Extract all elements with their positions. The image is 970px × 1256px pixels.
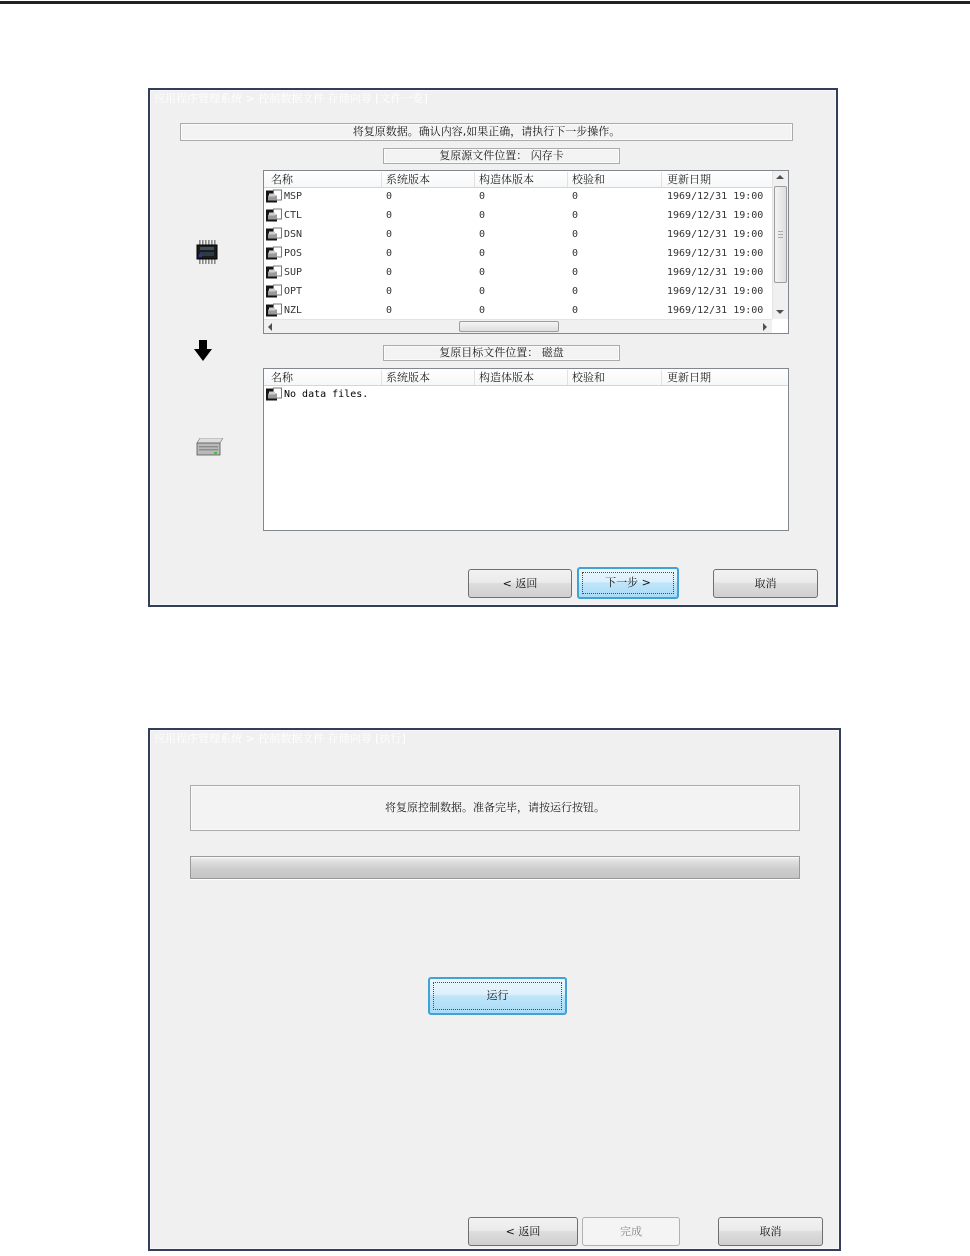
update-date: 1969/12/31 19:00 xyxy=(667,229,764,240)
cancel-button[interactable] xyxy=(718,1217,823,1246)
sys-ver: 0 xyxy=(386,286,393,297)
data-file-icon xyxy=(266,189,282,204)
column-divider xyxy=(381,172,382,187)
sys-ver: 0 xyxy=(386,210,393,221)
file-name: OPT xyxy=(284,286,303,297)
scroll-right-button[interactable] xyxy=(758,320,772,333)
struct-ver: 0 xyxy=(479,305,486,316)
scroll-left-button[interactable] xyxy=(264,320,278,333)
column-divider xyxy=(474,172,475,187)
down-arrow-icon xyxy=(776,310,784,314)
col-date[interactable]: 更新日期 xyxy=(667,173,711,186)
sys-ver: 0 xyxy=(386,305,393,316)
dialog-title: 应用程序管理系统 > 控制数据文件 存储向导 [执行] xyxy=(154,732,406,745)
next-button-label: 下一步 > xyxy=(605,576,651,589)
file-name: DSN xyxy=(284,229,303,240)
checksum: 0 xyxy=(572,229,579,240)
finish-button[interactable] xyxy=(582,1217,680,1246)
col-date[interactable]: 更新日期 xyxy=(667,371,711,384)
struct-ver: 0 xyxy=(479,191,486,202)
data-file-icon xyxy=(266,387,282,402)
target-file-list[interactable] xyxy=(263,368,789,531)
cancel-button-label: 取消 xyxy=(754,577,777,590)
target-location-label: 复原目标文件位置： 磁盘 xyxy=(383,345,620,361)
col-struct-ver[interactable]: 构造体版本 xyxy=(479,371,534,384)
instruction-message: 将复原控制数据。准备完毕，请按运行按钮。 xyxy=(190,785,800,831)
next-button[interactable] xyxy=(577,567,679,599)
col-sys-ver[interactable]: 系统版本 xyxy=(386,371,430,384)
column-divider xyxy=(661,370,662,385)
scroll-up-button[interactable] xyxy=(773,171,788,185)
instruction-message: 将复原数据。确认内容,如果正确，请执行下一步操作。 xyxy=(180,123,793,141)
scroll-down-button[interactable] xyxy=(773,305,788,319)
file-name: POS xyxy=(284,248,303,259)
cancel-button-label: 取消 xyxy=(759,1225,782,1238)
update-date: 1969/12/31 19:00 xyxy=(667,191,764,202)
col-checksum[interactable]: 校验和 xyxy=(572,173,605,186)
update-date: 1969/12/31 19:00 xyxy=(667,210,764,221)
vertical-scrollbar[interactable] xyxy=(772,171,788,319)
file-name: MSP xyxy=(284,191,303,202)
scrollbar-thumb[interactable] xyxy=(774,186,787,283)
data-file-icon xyxy=(266,208,282,223)
data-file-icon xyxy=(266,227,282,242)
disk-drive-icon xyxy=(196,438,223,456)
up-arrow-icon xyxy=(776,175,784,179)
horizontal-scrollbar[interactable] xyxy=(264,319,772,333)
sys-ver: 0 xyxy=(386,267,393,278)
cancel-button[interactable] xyxy=(713,569,818,598)
file-name: CTL xyxy=(284,210,303,221)
checksum: 0 xyxy=(572,210,579,221)
column-divider xyxy=(567,172,568,187)
table-row[interactable] xyxy=(264,207,771,226)
thumb-grip xyxy=(778,234,783,235)
left-arrow-icon xyxy=(268,323,272,331)
update-date: 1969/12/31 19:00 xyxy=(667,248,764,259)
checksum: 0 xyxy=(572,248,579,259)
progress-bar xyxy=(190,856,800,879)
back-button-label: < 返回 xyxy=(502,577,538,590)
down-arrow-icon xyxy=(193,340,213,362)
checksum: 0 xyxy=(572,267,579,278)
wizard-dialog-execute xyxy=(148,728,841,1251)
source-rows xyxy=(264,188,771,318)
checksum: 0 xyxy=(572,286,579,297)
page-top-rule xyxy=(0,1,970,4)
run-button-label: 运行 xyxy=(486,989,509,1002)
column-divider xyxy=(474,370,475,385)
col-struct-ver[interactable]: 构造体版本 xyxy=(479,173,534,186)
col-checksum[interactable]: 校验和 xyxy=(572,371,605,384)
sys-ver: 0 xyxy=(386,229,393,240)
update-date: 1969/12/31 19:00 xyxy=(667,305,764,316)
data-file-icon xyxy=(266,246,282,261)
source-location-label: 复原源文件位置： 闪存卡 xyxy=(383,148,620,164)
memory-chip-icon xyxy=(196,240,218,264)
finish-button-label: 完成 xyxy=(620,1225,642,1238)
table-row[interactable] xyxy=(264,283,771,302)
struct-ver: 0 xyxy=(479,210,486,221)
col-name[interactable]: 名称 xyxy=(271,173,293,186)
table-row[interactable] xyxy=(264,226,771,245)
table-row[interactable] xyxy=(264,386,788,405)
source-file-list[interactable] xyxy=(263,170,789,334)
col-name[interactable]: 名称 xyxy=(271,371,293,384)
table-row[interactable] xyxy=(264,188,771,207)
thumb-grip xyxy=(778,237,783,238)
back-button[interactable] xyxy=(468,569,572,598)
checksum: 0 xyxy=(572,305,579,316)
struct-ver: 0 xyxy=(479,267,486,278)
table-row[interactable] xyxy=(264,264,771,283)
data-file-icon xyxy=(266,284,282,299)
sys-ver: 0 xyxy=(386,248,393,259)
target-list-header[interactable] xyxy=(264,369,788,386)
file-name: NZL xyxy=(284,305,303,316)
empty-list-text: No data files. xyxy=(284,389,369,400)
update-date: 1969/12/31 19:00 xyxy=(667,267,764,278)
source-list-header[interactable] xyxy=(264,171,788,188)
back-button[interactable] xyxy=(468,1217,578,1246)
update-date: 1969/12/31 19:00 xyxy=(667,286,764,297)
struct-ver: 0 xyxy=(479,229,486,240)
scrollbar-thumb[interactable] xyxy=(459,321,559,332)
target-rows xyxy=(264,386,788,530)
struct-ver: 0 xyxy=(479,248,486,259)
data-file-icon xyxy=(266,265,282,280)
col-sys-ver[interactable]: 系统版本 xyxy=(386,173,430,186)
column-divider xyxy=(381,370,382,385)
back-button-label: < 返回 xyxy=(505,1225,541,1238)
struct-ver: 0 xyxy=(479,286,486,297)
checksum: 0 xyxy=(572,191,579,202)
thumb-grip xyxy=(778,231,783,232)
column-divider xyxy=(567,370,568,385)
column-divider xyxy=(661,172,662,187)
dialog-title: 应用程序管理系统 > 控制数据文件 存储向导 [文件一览] xyxy=(154,92,428,105)
run-button[interactable] xyxy=(428,977,567,1015)
file-name: SUP xyxy=(284,267,303,278)
sys-ver: 0 xyxy=(386,191,393,202)
wizard-dialog-file-list xyxy=(148,88,838,607)
table-row[interactable] xyxy=(264,245,771,264)
right-arrow-icon xyxy=(763,323,767,331)
data-file-icon xyxy=(266,303,282,318)
